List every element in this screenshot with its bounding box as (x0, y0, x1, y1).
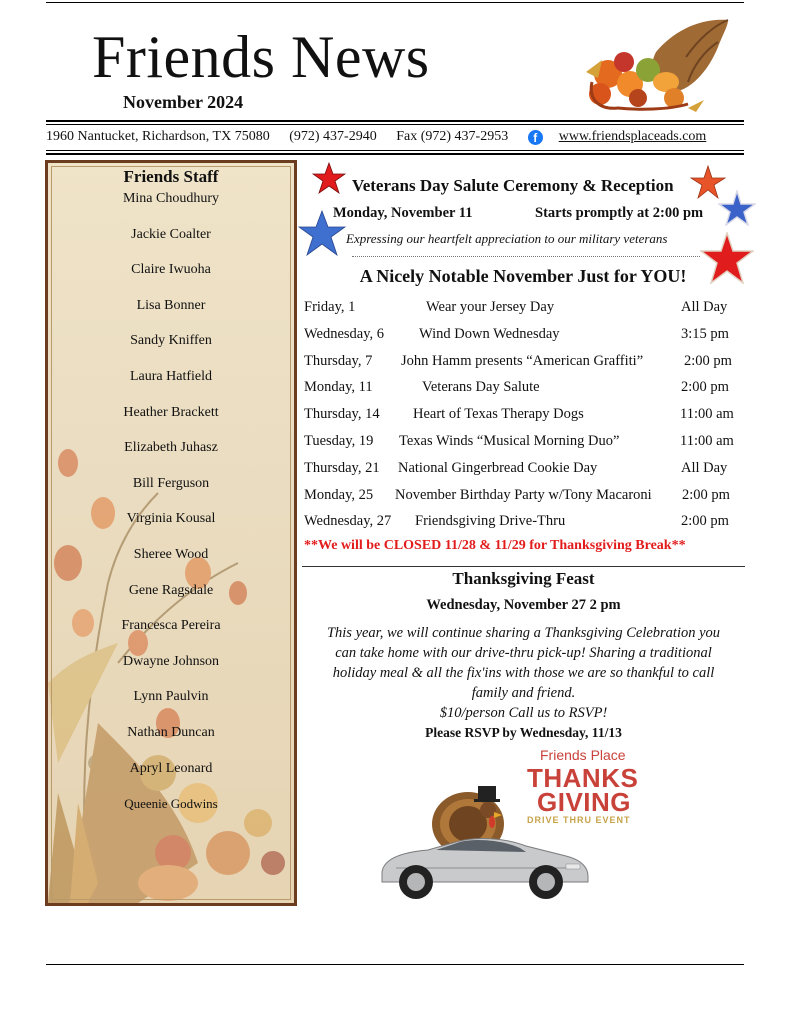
staff-member: Queenie Godwins (124, 796, 218, 812)
closed-notice: **We will be CLOSED 11/28 & 11/29 for Thanksgiving Break** (304, 538, 686, 553)
staff-title: Friends Staff (123, 167, 219, 186)
header-rule-bottom-thin (46, 150, 744, 151)
feast-section (302, 568, 745, 743)
staff-list (48, 189, 294, 830)
dotted-divider (352, 256, 700, 257)
staff-member: Francesca Pereira (121, 618, 221, 634)
event-name: Wind Down Wednesday (419, 325, 560, 342)
section-divider (302, 566, 745, 567)
event-time: 2:00 pm (681, 379, 729, 396)
event-date: Wednesday, 6 (304, 325, 385, 342)
event-time: 11:00 am (680, 406, 734, 423)
flyer-word-thanks: THANKS (527, 763, 639, 793)
top-rule (46, 2, 744, 3)
staff-member: Nathan Duncan (127, 724, 215, 740)
event-name: John Hamm presents “American Graffiti” (401, 352, 644, 369)
feast-body (302, 623, 745, 723)
feast-rsvp: Please RSVP by Wednesday, 11/13 (425, 725, 622, 740)
staff-member: Lynn Paulvin (133, 689, 209, 705)
event-row (304, 457, 744, 484)
staff-member: Jackie Coalter (131, 226, 211, 242)
event-time: All Day (681, 299, 728, 315)
event-name: Friendsgiving Drive-Thru (415, 513, 566, 530)
event-date: Thursday, 14 (304, 406, 380, 423)
event-name: November Birthday Party w/Tony Macaroni (395, 486, 652, 503)
staff-member: Lisa Bonner (136, 297, 206, 313)
event-name: National Gingerbread Cookie Day (398, 459, 598, 476)
event-row (304, 430, 744, 457)
feast-body-line: This year, we will continue sharing a Thanksgiving Celebration you (326, 625, 721, 641)
contact-bar (46, 129, 744, 145)
event-row (304, 510, 744, 537)
website-link[interactable]: www.friendsplaceads.com (558, 129, 707, 144)
event-row (304, 403, 744, 430)
event-time: 11:00 am (680, 432, 734, 449)
facebook-icon[interactable]: f (528, 130, 543, 145)
event-date: Monday, 11 (304, 379, 373, 396)
feast-body-line: can take home with our drive-thru pick-up! Sharing a traditional (335, 645, 712, 661)
event-date: Thursday, 21 (304, 459, 380, 476)
staff-member: Sandy Kniffen (130, 333, 212, 349)
staff-member: Bill Ferguson (132, 475, 210, 491)
issue-date: November 2024 (123, 92, 244, 112)
veterans-date: Monday, November 11 (333, 205, 473, 221)
turkey-car-illustration (376, 772, 594, 904)
event-row (304, 296, 744, 323)
star-icon (718, 190, 756, 226)
event-name: Texas Winds “Musical Morning Duo” (399, 432, 620, 449)
event-date: Monday, 25 (304, 486, 374, 503)
veterans-subtitle: Expressing our heartfelt appreciation to our military veterans (346, 231, 668, 246)
flyer-word-giving: GIVING (537, 787, 632, 817)
staff-member: Claire Iwuoha (131, 262, 211, 278)
event-row (304, 323, 744, 350)
staff-member: Apryl Leonard (129, 760, 213, 776)
address: 1960 Nantucket, Richardson, TX 75080 (46, 129, 270, 144)
feast-date: Wednesday, November 27 2 pm (426, 597, 621, 613)
november-title: A Nicely Notable November Just for YOU! (359, 266, 687, 286)
cornucopia-icon (578, 12, 734, 116)
staff-member: Sheree Wood (133, 546, 209, 562)
event-name: Veterans Day Salute (422, 379, 540, 396)
bottom-rule (46, 964, 744, 965)
header-rule-top-thin (46, 124, 744, 125)
staff-member: Laura Hatfield (129, 368, 212, 384)
flyer-event: DRIVE THRU EVENT (527, 815, 631, 825)
staff-member: Virginia Kousal (126, 511, 216, 527)
event-date: Thursday, 7 (304, 352, 373, 369)
event-time: 2:00 pm (684, 352, 732, 369)
feast-body-line: $10/person Call us to RSVP! (439, 705, 608, 721)
staff-member: Mina Choudhury (122, 191, 220, 206)
feast-body-line: family and friend. (471, 685, 576, 701)
event-row (304, 350, 744, 377)
phone: (972) 437-2940 (289, 129, 377, 144)
event-date: Friday, 1 (304, 299, 356, 315)
flyer-brand: Friends Place (540, 747, 626, 763)
header-rule-bottom (46, 153, 744, 155)
event-name: Wear your Jersey Day (426, 299, 555, 315)
staff-member: Gene Ragsdale (128, 582, 214, 598)
events-schedule (304, 296, 744, 537)
feast-title: Thanksgiving Feast (452, 569, 595, 588)
newsletter-title: Friends News (92, 24, 430, 90)
staff-member: Heather Brackett (123, 404, 219, 420)
veterans-time: Starts promptly at 2:00 pm (535, 205, 704, 221)
event-row (304, 376, 744, 403)
event-row (304, 484, 744, 511)
header-rule-top (46, 120, 744, 122)
event-date: Tuesday, 19 (304, 432, 374, 449)
event-time: 3:15 pm (681, 325, 729, 342)
fax: Fax (972) 437-2953 (396, 129, 509, 144)
staff-member: Dwayne Johnson (122, 653, 220, 669)
feast-body-line: holiday meal & all the fix'ins with those we are so thankful to call (332, 665, 715, 681)
event-time: 2:00 pm (681, 513, 729, 530)
star-icon (312, 162, 346, 194)
event-time: All Day (681, 459, 728, 476)
event-time: 2:00 pm (682, 486, 730, 503)
staff-sidebar (45, 160, 297, 906)
event-name: Heart of Texas Therapy Dogs (413, 406, 584, 423)
event-date: Wednesday, 27 (304, 513, 392, 530)
veterans-title: Veterans Day Salute Ceremony & Reception (352, 176, 674, 195)
staff-member: Elizabeth Juhasz (124, 440, 218, 456)
